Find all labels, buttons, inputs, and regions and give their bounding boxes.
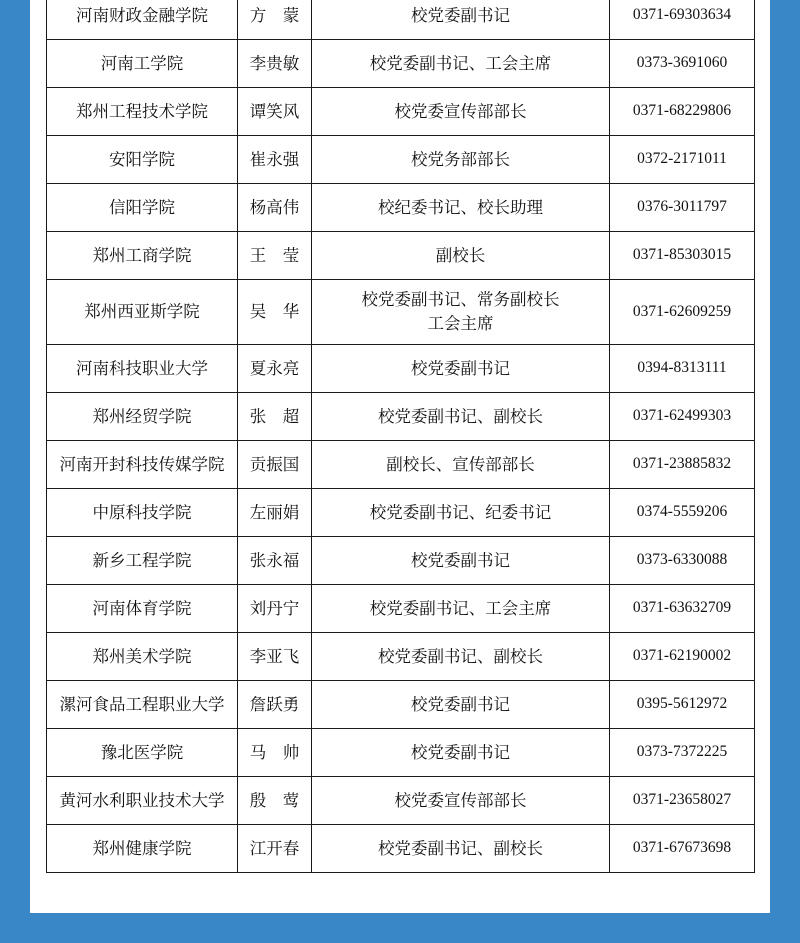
phone-cell: 0373-6330088 bbox=[610, 537, 755, 585]
position-line: 校党委副书记 bbox=[411, 694, 510, 714]
position-cell bbox=[312, 88, 610, 136]
institution-cell: 郑州美术学院 bbox=[47, 633, 238, 681]
position-cell bbox=[312, 280, 610, 345]
position-line: 校党务部部长 bbox=[411, 149, 510, 169]
contact-name-cell: 贡振国 bbox=[238, 441, 312, 489]
phone-cell: 0371-62499303 bbox=[610, 393, 755, 441]
position-cell bbox=[312, 537, 610, 585]
position-cell bbox=[312, 777, 610, 825]
position-cell bbox=[312, 393, 610, 441]
phone-cell: 0394-8313111 bbox=[610, 345, 755, 393]
table-row bbox=[47, 393, 755, 441]
position-line: 校党委副书记、副校长 bbox=[378, 406, 543, 426]
contact-name-cell: 杨高伟 bbox=[238, 184, 312, 232]
position-cell bbox=[312, 345, 610, 393]
position-cell bbox=[312, 0, 610, 40]
table-row bbox=[47, 585, 755, 633]
institution-cell: 郑州西亚斯学院 bbox=[47, 280, 238, 345]
table-row bbox=[47, 280, 755, 345]
institution-cell: 中原科技学院 bbox=[47, 489, 238, 537]
position-line: 工会主席 bbox=[427, 314, 494, 333]
position-cell bbox=[312, 729, 610, 777]
institution-cell: 豫北医学院 bbox=[47, 729, 238, 777]
position-cell bbox=[312, 232, 610, 280]
contact-table bbox=[46, 0, 755, 873]
table-row bbox=[47, 88, 755, 136]
contact-name-cell: 吴 华 bbox=[238, 280, 312, 345]
phone-cell: 0371-62190002 bbox=[610, 633, 755, 681]
phone-cell: 0371-23658027 bbox=[610, 777, 755, 825]
table-row bbox=[47, 40, 755, 88]
contact-name-cell: 李贵敏 bbox=[238, 40, 312, 88]
institution-cell: 新乡工程学院 bbox=[47, 537, 238, 585]
phone-cell: 0371-67673698 bbox=[610, 825, 755, 873]
table-row bbox=[47, 136, 755, 184]
contact-name-cell: 夏永亮 bbox=[238, 345, 312, 393]
table-row bbox=[47, 489, 755, 537]
institution-cell: 安阳学院 bbox=[47, 136, 238, 184]
institution-cell: 河南科技职业大学 bbox=[47, 345, 238, 393]
position-line: 校党委副书记 bbox=[411, 358, 510, 378]
phone-cell: 0371-85303015 bbox=[610, 232, 755, 280]
contact-table-body bbox=[47, 0, 755, 873]
institution-cell: 黄河水利职业技术大学 bbox=[47, 777, 238, 825]
institution-cell: 河南工学院 bbox=[47, 40, 238, 88]
institution-cell: 河南财政金融学院 bbox=[47, 0, 238, 40]
institution-cell: 郑州经贸学院 bbox=[47, 393, 238, 441]
table-row bbox=[47, 441, 755, 489]
institution-cell: 郑州工商学院 bbox=[47, 232, 238, 280]
position-cell bbox=[312, 585, 610, 633]
phone-cell: 0371-69303634 bbox=[610, 0, 755, 40]
contact-name-cell: 刘丹宁 bbox=[238, 585, 312, 633]
position-line: 校党委宣传部部长 bbox=[394, 790, 527, 810]
phone-cell: 0371-62609259 bbox=[610, 280, 755, 345]
position-cell bbox=[312, 489, 610, 537]
table-row bbox=[47, 537, 755, 585]
table-row bbox=[47, 681, 755, 729]
position-line: 副校长、宣传部部长 bbox=[386, 454, 535, 474]
position-line: 校党委副书记 bbox=[411, 550, 510, 570]
institution-cell: 河南开封科技传媒学院 bbox=[47, 441, 238, 489]
position-line: 校党委副书记、常务副校长 bbox=[361, 290, 560, 310]
position-cell bbox=[312, 681, 610, 729]
contact-name-cell: 张永福 bbox=[238, 537, 312, 585]
contact-name-cell: 张 超 bbox=[238, 393, 312, 441]
contact-name-cell: 马 帅 bbox=[238, 729, 312, 777]
position-line: 校党委副书记、副校长 bbox=[378, 838, 543, 858]
table-row bbox=[47, 184, 755, 232]
institution-cell: 漯河食品工程职业大学 bbox=[47, 681, 238, 729]
institution-cell: 河南体育学院 bbox=[47, 585, 238, 633]
contact-name-cell: 崔永强 bbox=[238, 136, 312, 184]
contact-name-cell: 江开春 bbox=[238, 825, 312, 873]
position-line: 副校长 bbox=[435, 245, 486, 265]
contact-name-cell: 谭笑风 bbox=[238, 88, 312, 136]
phone-cell: 0371-23885832 bbox=[610, 441, 755, 489]
table-row bbox=[47, 729, 755, 777]
position-line: 校党委副书记、副校长 bbox=[378, 646, 543, 666]
contact-name-cell: 詹跃勇 bbox=[238, 681, 312, 729]
position-cell bbox=[312, 184, 610, 232]
phone-cell: 0374-5559206 bbox=[610, 489, 755, 537]
position-cell bbox=[312, 633, 610, 681]
phone-cell: 0373-7372225 bbox=[610, 729, 755, 777]
institution-cell: 郑州工程技术学院 bbox=[47, 88, 238, 136]
position-line: 校党委副书记、纪委书记 bbox=[369, 502, 552, 522]
contact-name-cell: 王 莹 bbox=[238, 232, 312, 280]
position-cell bbox=[312, 40, 610, 88]
phone-cell: 0395-5612972 bbox=[610, 681, 755, 729]
phone-cell: 0373-3691060 bbox=[610, 40, 755, 88]
position-cell bbox=[312, 136, 610, 184]
phone-cell: 0372-2171011 bbox=[610, 136, 755, 184]
table-row bbox=[47, 345, 755, 393]
phone-cell: 0371-63632709 bbox=[610, 585, 755, 633]
table-row bbox=[47, 232, 755, 280]
content-card bbox=[30, 0, 770, 913]
table-row bbox=[47, 825, 755, 873]
position-line: 校党委宣传部部长 bbox=[394, 101, 527, 121]
contact-name-cell: 左丽娟 bbox=[238, 489, 312, 537]
institution-cell: 郑州健康学院 bbox=[47, 825, 238, 873]
position-line: 校党委副书记、工会主席 bbox=[369, 598, 552, 618]
table-row bbox=[47, 0, 755, 40]
position-line: 校纪委书记、校长助理 bbox=[378, 197, 543, 217]
position-line: 校党委副书记、工会主席 bbox=[369, 53, 552, 73]
contact-name-cell: 李亚飞 bbox=[238, 633, 312, 681]
position-cell bbox=[312, 441, 610, 489]
contact-name-cell: 殷 莺 bbox=[238, 777, 312, 825]
phone-cell: 0371-68229806 bbox=[610, 88, 755, 136]
table-row bbox=[47, 777, 755, 825]
position-line: 校党委副书记 bbox=[411, 742, 510, 762]
position-line: 校党委副书记 bbox=[411, 5, 510, 25]
institution-cell: 信阳学院 bbox=[47, 184, 238, 232]
table-row bbox=[47, 633, 755, 681]
phone-cell: 0376-3011797 bbox=[610, 184, 755, 232]
position-cell bbox=[312, 825, 610, 873]
contact-name-cell: 方 蒙 bbox=[238, 0, 312, 40]
